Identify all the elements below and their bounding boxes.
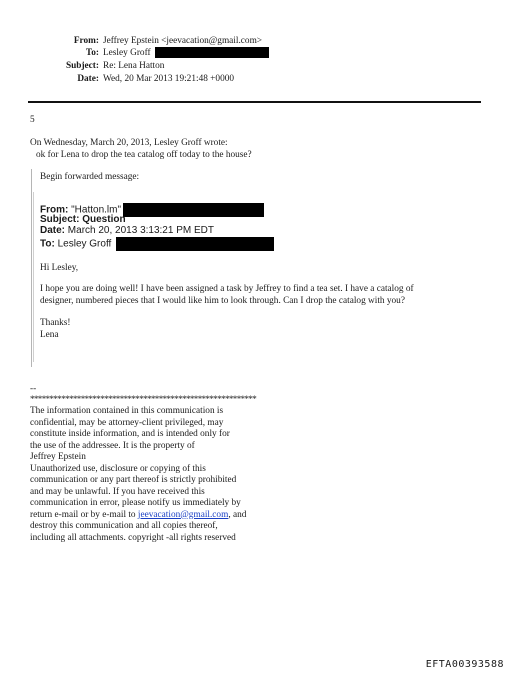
redaction-box [116, 237, 274, 251]
forwarded-to-value: Lesley Groff [57, 238, 112, 250]
disclaimer-link-prefix: return e-mail or by e-mail to [30, 509, 138, 520]
forwarded-subject-row [40, 214, 126, 225]
forwarded-date-row [40, 225, 214, 236]
forwarded-date-label: Date: [40, 225, 66, 236]
header-to-label: To: [85, 48, 99, 58]
forwarded-message-line2: designer, numbered pieces that I would like him to look through. Can I drop the catalog with you? [40, 296, 405, 306]
disclaimer-line: destroy this communication and all copies thereof, [30, 521, 218, 531]
forwarded-intro: Begin forwarded message: [40, 172, 140, 182]
forwarded-from-value: "Hatton.lm" [71, 204, 122, 216]
forwarded-to-row [40, 237, 274, 248]
disclaimer-link-line [30, 510, 246, 522]
forwarded-from-label: From: [40, 204, 69, 216]
header-date-label: Date: [77, 74, 99, 84]
redaction-box [155, 47, 269, 58]
header-subject-value: Re: Lena Hatton [103, 61, 165, 71]
forwarded-subject-value: Question [82, 214, 126, 225]
header-subject-label: Subject: [65, 61, 99, 71]
forwarded-greeting: Hi Lesley, [40, 263, 79, 273]
header-from-label: From: [73, 36, 99, 46]
header-to-value: Lesley Groff [103, 48, 151, 58]
disclaimer-line: confidential, may be attorney-client privileged, may [30, 417, 224, 428]
forwarded-from-row [40, 203, 264, 214]
reply-text: 5 [30, 115, 35, 125]
forwarded-signature: Lena [40, 330, 59, 340]
forwarded-to-label: To: [40, 238, 55, 250]
forwarded-date-value: March 20, 2013 3:13:21 PM EDT [67, 225, 214, 236]
header-from-value: Jeffrey Epstein <jeevacation@gmail.com> [103, 36, 263, 46]
disclaimer-line: Unauthorized use, disclosure or copying of this [30, 463, 206, 474]
disclaimer-text [30, 406, 246, 544]
email-link[interactable]: jeevacation@gmail.com [137, 509, 229, 520]
header-subject-row [0, 60, 512, 73]
disclaimer-line: communication or any part thereof is strictly prohibited [30, 475, 237, 485]
bates-number: EFTA00393588 [425, 659, 504, 670]
quote-bar-inner [33, 192, 34, 362]
quote-line: ok for Lena to drop the tea catalog off today to the house? [36, 150, 252, 160]
header-date-value: Wed, 20 Mar 2013 19:21:48 +0000 [103, 74, 235, 84]
header-to-row [0, 47, 512, 60]
forwarded-message-line1: I hope you are doing well! I have been assigned a task by Jeffrey to find a tea set. I have a catalog of [40, 284, 414, 294]
disclaimer-line: the use of the addressee. It is the property of [30, 440, 195, 451]
disclaimer-line: including all attachments. copyright -all rights reserved [30, 532, 236, 543]
disclaimer-link-suffix: , and [228, 509, 247, 520]
quote-bar [31, 169, 32, 367]
disclaimer-line: Jeffrey Epstein [30, 452, 86, 462]
quote-intro: On Wednesday, March 20, 2013, Lesley Groff wrote: [30, 138, 228, 148]
header-divider [28, 101, 481, 103]
disclaimer-stars: ********************************************************** [30, 394, 257, 404]
disclaimer-line: communication in error, please notify us immediately by [30, 498, 241, 508]
header-date-row [0, 73, 512, 86]
signature-dashes: -- [30, 384, 37, 394]
forwarded-subject-label: Subject: [40, 214, 80, 225]
disclaimer-line: constitute inside information, and is intended only for [30, 429, 230, 439]
redaction-box [123, 203, 264, 217]
disclaimer-line: and may be unlawful. If you have received this [30, 486, 205, 497]
forwarded-signoff: Thanks! [40, 318, 71, 328]
disclaimer-line: The information contained in this communication is [30, 406, 224, 416]
